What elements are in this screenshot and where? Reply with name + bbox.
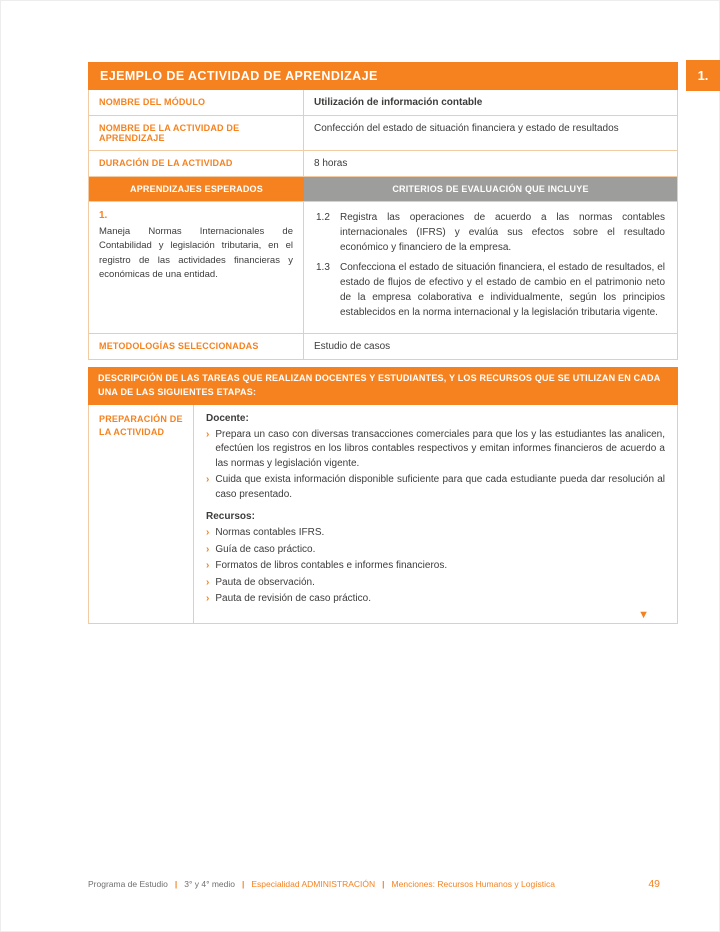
list-item [206,559,665,574]
section-number: 1. [697,68,709,83]
recurso-item-text: Guía de caso práctico. [215,543,316,555]
bullet-chevron-icon: › [206,474,210,486]
metodologias-value: Estudio de casos [314,341,391,352]
criterios-header: CRITERIOS DE EVALUACIÓN QUE INCLUYE [304,177,677,201]
docente-title: Docente: [206,412,249,424]
modulo-value: Utilización de información contable [314,97,483,108]
list-item [206,543,665,558]
criterio-item [316,260,665,320]
page-title: EJEMPLO DE ACTIVIDAD DE APRENDIZAJE [100,69,378,83]
footer-mentions: Menciones: Recursos Humanos y Logística [391,879,556,889]
descripcion-header-bar: DESCRIPCIÓN DE LAS TAREAS QUE REALIZAN DOCENTES Y ESTUDIANTES, Y LOS RECURSOS QUE SE UTILIZAN EN CADA UNA DE LAS SIGUIENTES ETAPAS: [88,367,678,405]
bullet-chevron-icon: › [206,428,210,440]
bullet-chevron-icon: › [206,543,210,555]
table-row-metodologias [89,333,677,359]
actividad-value: Confección del estado de situación financiera y estado de resultados [314,123,619,134]
docente-item-text: Cuida que exista información disponible suficiente para que cada estudiante pueda dar resolución al caso presentado. [215,474,665,500]
continuation-arrow-icon: ▼ [638,608,649,621]
section-tab [686,60,720,91]
criterios-cell [304,202,677,333]
footer-program: Programa de Estudio [88,879,168,889]
list-item [206,526,665,541]
list-item [206,428,665,472]
activity-title-bar [88,62,678,90]
recurso-item-text: Pauta de revisión de caso práctico. [215,593,371,605]
page-footer [88,878,660,890]
aprendizaje-number: 1. [99,210,108,221]
table-row-aprendizaje-criterios [89,201,677,333]
recursos-title: Recursos: [206,511,255,523]
criterio-text: Confecciona el estado de situación financiera, el estado de resultados, el estado de flujos de efectivo y el estado de cambio en el patrimonio neto de la empresa colaborativa e individualmente, según los principios establecidos en la norma internacional y la legislación tributaria vigente. [340,262,665,318]
docente-item-text: Prepara un caso con diversas transacciones comerciales para que los y las estudiantes las analicen, efectúen los registros en los libros contables respectivos y emitan informes financieros de acuerdo a las normas y legislación vigente. [215,428,665,469]
criterio-item [316,210,665,255]
aprendizajes-header: APRENDIZAJES ESPERADOS [89,177,304,201]
table-row-duracion [89,150,677,176]
recurso-item-text: Pauta de observación. [215,576,315,588]
bullet-chevron-icon: › [206,576,210,588]
footer-separator: | [382,879,385,889]
activity-sheet [88,62,678,624]
footer-separator: | [242,879,245,889]
aprendizaje-cell [89,202,304,333]
recurso-item-text: Normas contables IFRS. [215,527,325,539]
criterio-text: Registra las operaciones de acuerdo a las normas contables internacionales (IFRS) y evalúa sus efectos sobre el resultado económico y financiero de la empresa. [340,212,665,253]
table-column-headers [89,176,677,201]
modulo-label: NOMBRE DEL MÓDULO [89,90,304,115]
bullet-chevron-icon: › [206,593,210,605]
list-item [206,576,665,591]
table-row-modulo [89,90,677,115]
table-row-actividad [89,115,677,150]
bullet-chevron-icon: › [206,560,210,572]
duracion-label: DURACIÓN DE LA ACTIVIDAD [89,151,304,176]
criterio-number: 1.2 [316,212,330,223]
metodologias-label: METODOLOGÍAS SELECCIONADAS [89,334,304,359]
preparacion-label: PREPARACIÓN DE LA ACTIVIDAD [89,405,194,623]
footer-grade: 3° y 4° medio [184,879,235,889]
aprendizaje-text: Maneja Normas Internacionales de Contabilidad y legislación tributaria, en el registro de las actividades financieras y económicas de una entidad. [99,226,293,280]
footer-specialty: Especialidad ADMINISTRACIÓN [251,879,376,889]
preparacion-table [88,405,678,624]
footer-separator: | [174,879,178,889]
page-number: 49 [648,878,660,890]
list-item [206,473,665,502]
table-row-preparacion [89,405,677,623]
activity-table [88,90,678,360]
list-item [206,592,665,607]
preparacion-content [194,405,677,623]
bullet-chevron-icon: › [206,527,210,539]
duracion-value: 8 horas [314,158,348,169]
recurso-item-text: Formatos de libros contables e informes financieros. [215,560,448,572]
actividad-label: NOMBRE DE LA ACTIVIDAD DE APRENDIZAJE [89,116,304,150]
criterio-number: 1.3 [316,262,330,273]
